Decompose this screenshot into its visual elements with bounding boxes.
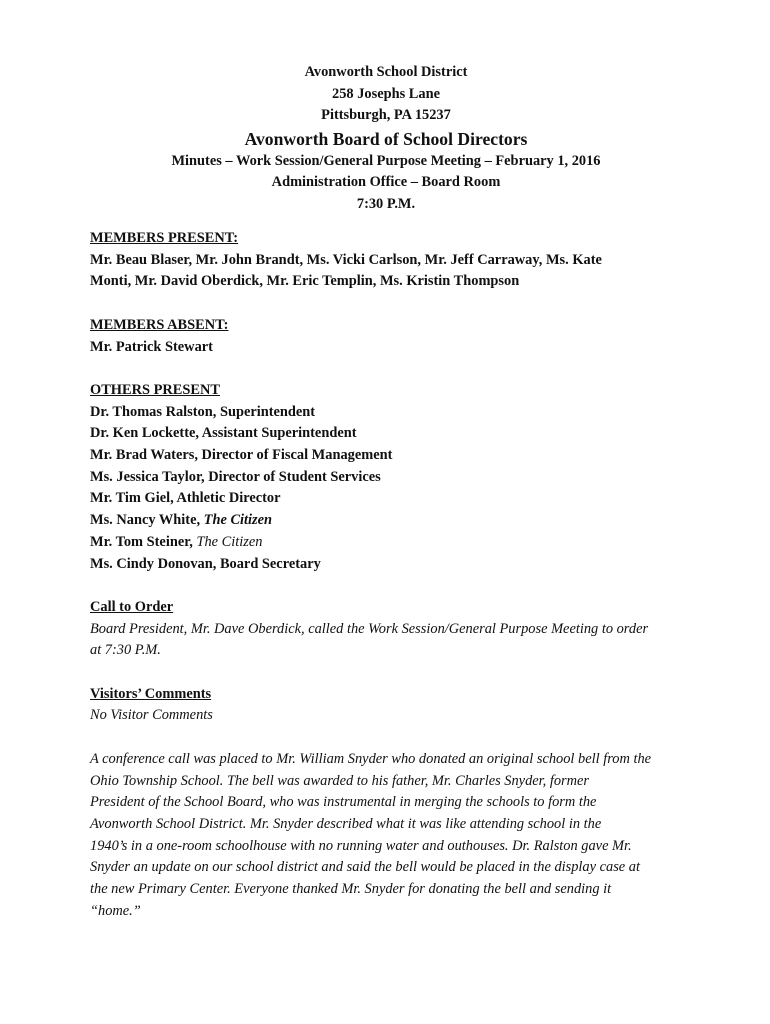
visitors-comments-heading: Visitors’ Comments xyxy=(90,685,212,702)
others-present-heading: OTHERS PRESENT xyxy=(90,381,220,398)
members-present-heading: MEMBERS PRESENT: xyxy=(90,230,239,246)
meeting-title: Minutes – Work Session/General Purpose Meeting – February 1, 2016 xyxy=(171,152,601,169)
attendee: Dr. Thomas Ralston, Superintendent xyxy=(90,403,316,420)
paragraph-line: Ohio Township School. The bell was awarded to his father, Mr. Charles Snyder, former xyxy=(90,772,590,789)
call-to-order-heading: Call to Order xyxy=(90,598,174,615)
paragraph-line: Avonworth School District. Mr. Snyder described what it was like attending school in the xyxy=(90,815,602,832)
visitors-note: No Visitor Comments xyxy=(90,707,213,724)
district-city: Pittsburgh, PA 15237 xyxy=(321,107,451,123)
document-header xyxy=(90,62,682,215)
paragraph-line: President of the School Board, who was instrumental in merging the schools to form the xyxy=(90,794,597,811)
attendee-name: Ms. Nancy White, xyxy=(90,512,204,529)
visitors-comments-section xyxy=(90,684,682,923)
members-present-section xyxy=(90,228,682,293)
paragraph-line: Board President, Mr. Dave Oberdick, called the Work Session/General Purpose Meeting to order xyxy=(90,620,649,637)
attendee xyxy=(90,532,682,554)
attendee: Ms. Cindy Donovan, Board Secretary xyxy=(90,555,321,572)
attendee-name: Mr. Tom Steiner, xyxy=(90,533,197,550)
members-present-line: Mr. Beau Blaser, Mr. John Brandt, Ms. Vicki Carlson, Mr. Jeff Carraway, Ms. Kate xyxy=(90,251,602,268)
attendee: Dr. Ken Lockette, Assistant Superintendent xyxy=(90,425,357,442)
attendee xyxy=(90,510,682,532)
meeting-location: Administration Office – Board Room xyxy=(271,174,501,190)
attendee-organization: The Citizen xyxy=(203,512,273,529)
others-present-section xyxy=(90,380,682,575)
members-absent-section xyxy=(90,315,682,358)
district-address: 258 Josephs Lane xyxy=(332,85,440,102)
attendee: Mr. Tim Giel, Athletic Director xyxy=(90,490,281,507)
members-present-line: Monti, Mr. David Oberdick, Mr. Eric Templin, Ms. Kristin Thompson xyxy=(90,273,520,290)
paragraph-line: Snyder an update on our school district and said the bell would be placed in the display case at xyxy=(90,859,640,876)
paragraph-line: A conference call was placed to Mr. William Snyder who donated an original school bell from the xyxy=(90,750,652,767)
paragraph-line: at 7:30 P.M. xyxy=(90,642,161,659)
attendee: Ms. Jessica Taylor, Director of Student Services xyxy=(90,468,381,485)
document-page xyxy=(90,62,682,922)
members-absent-line: Mr. Patrick Stewart xyxy=(90,338,213,355)
meeting-time: 7:30 P.M. xyxy=(356,195,416,212)
paragraph-line: 1940’s in a one-room schoolhouse with no running water and outhouses. Dr. Ralston gave Mr. xyxy=(90,837,632,854)
district-name: Avonworth School District xyxy=(304,64,468,80)
paragraph-line: “home.” xyxy=(90,902,141,919)
paragraph-line: the new Primary Center. Everyone thanked Mr. Snyder for donating the bell and sending it xyxy=(90,881,612,898)
members-absent-heading: MEMBERS ABSENT: xyxy=(90,316,229,333)
call-to-order-section xyxy=(90,597,682,662)
attendee: Mr. Brad Waters, Director of Fiscal Management xyxy=(90,447,393,463)
board-title: Avonworth Board of School Directors xyxy=(244,128,528,149)
attendee-organization: The Citizen xyxy=(196,533,263,550)
